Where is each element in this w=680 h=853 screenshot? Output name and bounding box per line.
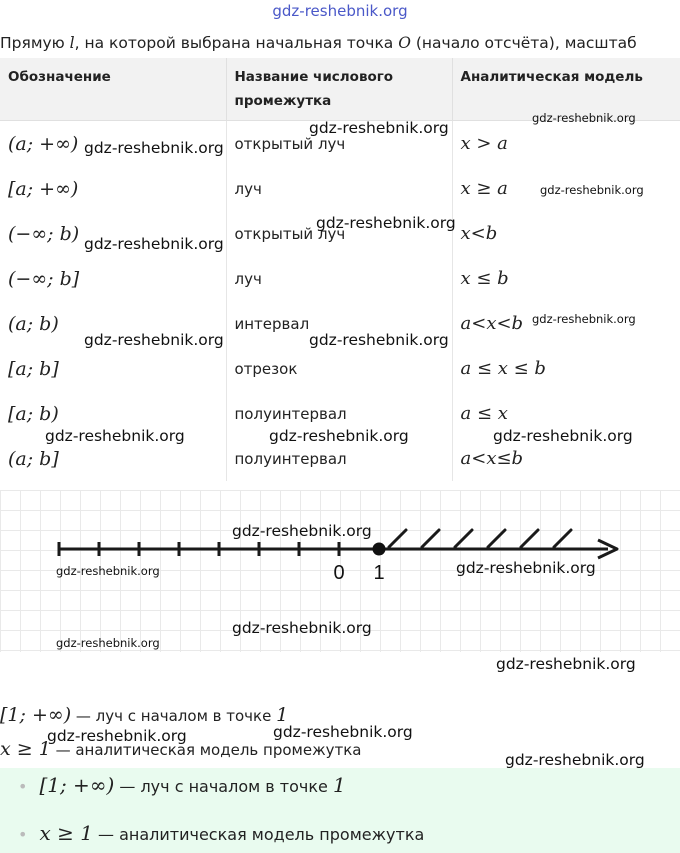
summary-interval-text: — луч с началом в точке — [114, 777, 333, 796]
notation-cell: [a; b] — [0, 346, 226, 391]
result-model: x ≥ 1 — [0, 738, 51, 760]
hatch-mark — [554, 530, 571, 547]
hatch-mark — [488, 530, 505, 547]
hatch-marks — [389, 530, 571, 547]
notation-cell: (a; b] — [0, 436, 226, 481]
name-cell: полуинтервал — [226, 391, 452, 436]
notation-cell: (a; +∞) — [0, 121, 226, 167]
name-cell: интервал — [226, 301, 452, 346]
notation-cell: [a; b) — [0, 391, 226, 436]
summary-model-text: — аналитическая модель промежутка — [92, 825, 425, 844]
model-cell: a<x<b — [460, 313, 524, 334]
watermark: gdz-reshebnik.org — [84, 331, 224, 349]
model-cell: a<x≤b — [460, 448, 524, 469]
name-cell: открытый луч — [226, 121, 452, 167]
site-header-link[interactable]: gdz-reshebnik.org — [272, 2, 408, 20]
notation-cell: (a; b) — [0, 301, 226, 346]
summary-interval-point: 1 — [332, 773, 346, 797]
model-cell: x ≤ b — [460, 268, 509, 289]
watermark: gdz-reshebnik.org — [309, 331, 449, 349]
hatch-mark — [455, 530, 472, 547]
hatch-mark — [521, 530, 538, 547]
intro-part-3: (начало отсчёта), масштаб — [410, 34, 637, 52]
notation-cell: (−∞; b) — [0, 211, 226, 256]
hatch-mark — [422, 530, 439, 547]
name-cell: полуинтервал — [226, 436, 452, 481]
watermark: gdz-reshebnik.org — [309, 119, 449, 137]
watermark: gdz-reshebnik.org — [56, 636, 160, 650]
result-model-text: — аналитическая модель промежутка — [50, 741, 362, 759]
watermark: gdz-reshebnik.org — [532, 312, 636, 326]
result-interval-point: 1 — [276, 704, 289, 726]
watermark: gdz-reshebnik.org — [84, 235, 224, 253]
watermark: gdz-reshebnik.org — [496, 655, 636, 673]
watermark: gdz-reshebnik.org — [540, 183, 644, 197]
model-cell: x ≥ a — [460, 178, 508, 199]
name-cell: луч — [226, 256, 452, 301]
watermark: gdz-reshebnik.org — [269, 427, 409, 445]
notation-cell: (−∞; b] — [0, 256, 226, 301]
label-one: 1 — [373, 562, 385, 584]
watermark: gdz-reshebnik.org — [56, 564, 160, 578]
bullet-icon: • — [18, 777, 28, 796]
model-cell: a ≤ x — [460, 403, 508, 424]
header-analytic-model: Аналитическая модель — [452, 58, 680, 121]
summary-model: x ≥ 1 — [39, 821, 93, 845]
watermark: gdz-reshebnik.org — [493, 427, 633, 445]
hatch-mark — [389, 530, 406, 547]
notation-cell: [a; +∞) — [0, 166, 226, 211]
watermark: gdz-reshebnik.org — [45, 427, 185, 445]
watermark: gdz-reshebnik.org — [505, 751, 645, 769]
summary-interval: [1; +∞) — [39, 773, 115, 797]
watermark: gdz-reshebnik.org — [273, 723, 413, 741]
name-cell: открытый луч — [226, 211, 452, 256]
label-zero: 0 — [333, 562, 345, 584]
watermark: gdz-reshebnik.org — [232, 619, 372, 637]
watermark: gdz-reshebnik.org — [456, 559, 596, 577]
intro-part-1: Прямую — [0, 34, 70, 52]
start-point-dot — [373, 543, 386, 556]
result-interval-text: — луч с началом в точке — [71, 707, 277, 725]
watermark: gdz-reshebnik.org — [532, 111, 636, 125]
result-interval-line — [0, 704, 288, 726]
name-cell: отрезок — [226, 346, 452, 391]
intro-var-o: O — [398, 34, 411, 52]
answer-summary-box — [0, 768, 680, 853]
table-row — [0, 346, 680, 391]
header-interval-name: Название числового промежутка — [226, 58, 452, 121]
model-cell: x > a — [460, 133, 508, 154]
intro-text — [0, 34, 637, 52]
result-interval: [1; +∞) — [0, 704, 72, 726]
intro-var-l: l — [69, 34, 75, 52]
watermark: gdz-reshebnik.org — [232, 522, 372, 540]
intro-part-2: , на которой выбрана начальная точка — [74, 34, 399, 52]
list-item — [18, 821, 424, 845]
name-cell: луч — [226, 166, 452, 211]
model-cell: x<b — [460, 223, 498, 244]
watermark: gdz-reshebnik.org — [316, 214, 456, 232]
header-notation: Обозначение — [0, 58, 226, 121]
bullet-icon: • — [18, 825, 28, 844]
watermark: gdz-reshebnik.org — [47, 727, 187, 745]
table-row — [0, 256, 680, 301]
model-cell: a ≤ x ≤ b — [460, 358, 546, 379]
watermark: gdz-reshebnik.org — [84, 139, 224, 157]
list-item — [18, 773, 346, 797]
